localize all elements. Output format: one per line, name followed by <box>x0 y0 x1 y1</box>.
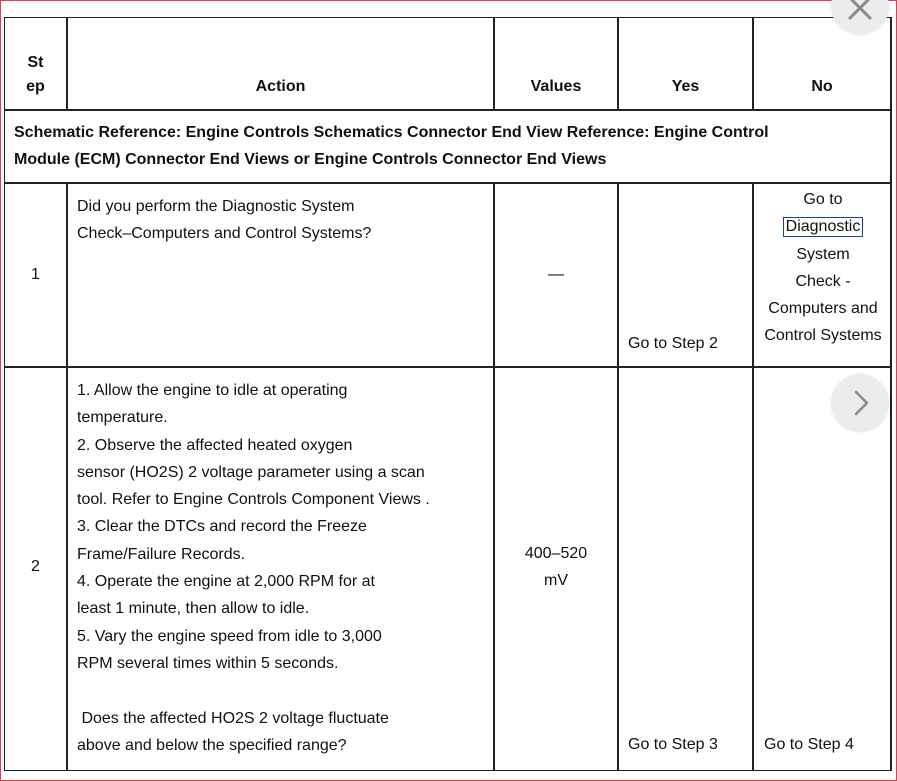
diagnostic-table <box>4 17 892 771</box>
row1-no: Go to Diagnostic System Check - Computers and Control Systems <box>764 191 882 345</box>
header-step: St ep <box>26 54 45 95</box>
grid-line <box>5 109 890 111</box>
grid-line <box>5 182 890 184</box>
row1-step: 1 <box>31 266 40 283</box>
close-button[interactable] <box>831 0 889 35</box>
next-page-button[interactable] <box>831 374 889 432</box>
chevron-right-icon <box>831 374 889 432</box>
close-icon <box>831 0 889 35</box>
schematic-reference: Schematic Reference: Engine Controls Schematics Connector End View Reference: Engine Control Module (ECM) Connector End Views or Engine Controls Connector End Views <box>14 124 769 169</box>
header-yes: Yes <box>671 78 700 95</box>
row2-value: 400–520 mV <box>524 545 588 590</box>
row2-yes: Go to Step 3 <box>628 736 718 753</box>
header-values: Values <box>530 78 582 95</box>
grid-line <box>617 183 619 771</box>
header-action: Action <box>255 78 306 95</box>
header-no: No <box>811 78 833 95</box>
diagnostic-system-check-link[interactable]: Diagnostic <box>783 217 864 237</box>
grid-line <box>66 183 68 771</box>
row2-step: 2 <box>31 558 40 575</box>
row1-value: — <box>548 266 564 283</box>
row2-no: Go to Step 4 <box>764 736 854 753</box>
row2-action: 1. Allow the engine to idle at operating temperature. 2. Observe the affected heated oxygen sensor (HO2S) 2 voltage parameter using a scan tool. Refer to Engine Controls Component Views . 3. Clear the DTCs and record the Freeze Frame/Failure Records. 4. Operate the engine at 2,000 RPM for at least 1 minute, then allow to idle. 5. Vary the engine speed from idle to 3,000 RPM several times within 5 seconds. Does the affected HO2S 2 voltage fluctuate above and below the specified range? <box>77 382 430 754</box>
row1-action: Did you perform the Diagnostic System Check–Computers and Control Systems? <box>77 198 372 243</box>
grid-line <box>5 366 890 368</box>
row1-yes: Go to Step 2 <box>628 335 718 352</box>
